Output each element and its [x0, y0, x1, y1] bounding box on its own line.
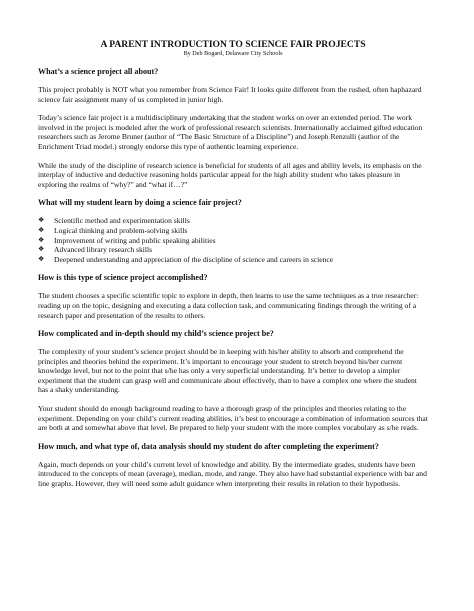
diamond-bullet-icon: ❖ [38, 254, 45, 263]
list-item [38, 255, 428, 265]
diamond-bullet-icon: ❖ [38, 245, 45, 254]
document-byline: By Deb Bogard, Delaware City Schools [183, 50, 283, 57]
document-title: A PARENT INTRODUCTION TO SCIENCE FAIR PROJECTS [100, 39, 366, 50]
paragraph: This project probably is NOT what you remember from Science Fair! It looks quite different from the rushed, often haphazard science fair assignment many of us completed in junior high. [38, 85, 422, 104]
list-item [38, 226, 428, 236]
list-item-text: Deepened understanding and appreciation of the discipline of science and careers in science [54, 254, 334, 264]
list-item [38, 245, 428, 255]
section-heading: What’s a science project all about? [38, 67, 159, 76]
list-item [38, 216, 428, 226]
paragraph: The complexity of your student’s science project should be in keeping with his/her ability to absorb and comprehend the principles and theories behind the experiment. It’s important to encourage your student to stretch beyond his/her current knowledge level, but not to the point that s/he has only a very superficial understanding. It’s better to develop a simpler experiment that the student can grasp well and communicate about effectively, than to have a complex one where the student has a shaky understanding. [38, 347, 417, 395]
section-how-accomplished [38, 273, 428, 320]
section-what-will-student-learn [38, 198, 428, 264]
paragraph: Again, much depends on your child’s current level of knowledge and ability. By the intermediate grades, students have been introduced to the concepts of mean (average), median, mode, and range. They also have had substantial experience with bar and line graphs. However, they will need some adult guidance when interpreting their results in relation to their hypothesis. [38, 459, 427, 489]
paragraph: Today’s science fair project is a multidisciplinary undertaking that the student works on over an extended period. The work involved in the project is modeled after the work of professional research scientists. Internationally acclaimed gifted education researchers such as Jerome Bruner (author of “The Basic Structure of a Discipline”) and Joseph Renzulli (author of the Enrichment Triad model.) strongly endorse this type of authentic learning experience. [38, 113, 423, 151]
list-item-text: Logical thinking and problem-solving skills [54, 225, 188, 235]
diamond-bullet-icon: ❖ [38, 216, 45, 225]
section-heading: How complicated and in-depth should my child’s science project be? [38, 329, 274, 339]
list-item-text: Scientific method and experimentation skills [54, 216, 190, 226]
paragraph: The student chooses a specific scientific topic to explore in depth, then learns to use the same techniques as a true researcher: reading up on the topic, designing and executing a data collection task, and communicating findings through the writing of a research paper and presentation of the results to others. [38, 291, 419, 320]
paragraph: While the study of the discipline of research science is beneficial for students of all ages and ability levels, its emphasis on the interplay of inductive and deductive reasoning holds particular appeal for the high ability student who takes pleasure in exploring the realms of “why?” and “what if…?” [38, 160, 422, 189]
list-item [38, 236, 428, 246]
skills-list [38, 216, 428, 264]
section-data-analysis [38, 442, 428, 489]
diamond-bullet-icon: ❖ [38, 225, 45, 234]
diamond-bullet-icon: ❖ [38, 235, 45, 244]
list-item-text: Improvement of writing and public speaking abilities [54, 235, 216, 245]
paragraph: Your student should do enough background reading to have a thorough grasp of the principles and theories relating to the experiment. Depending on your child’s current reading abilities, it’s best to encourage a combination of information sources that are both at and somewhat above that level. Be prepared to help your student with the more complex vocabulary as s/he reads. [38, 404, 428, 433]
section-heading: What will my student learn by doing a science fair project? [38, 198, 242, 208]
section-how-complicated [38, 329, 428, 433]
section-what-is-science-project [38, 67, 428, 189]
list-item-text: Advanced library research skills [54, 245, 153, 255]
section-heading: How much, and what type of, data analysis should my student do after completing the experiment? [38, 441, 379, 451]
section-heading: How is this type of science project accomplished? [38, 273, 208, 283]
